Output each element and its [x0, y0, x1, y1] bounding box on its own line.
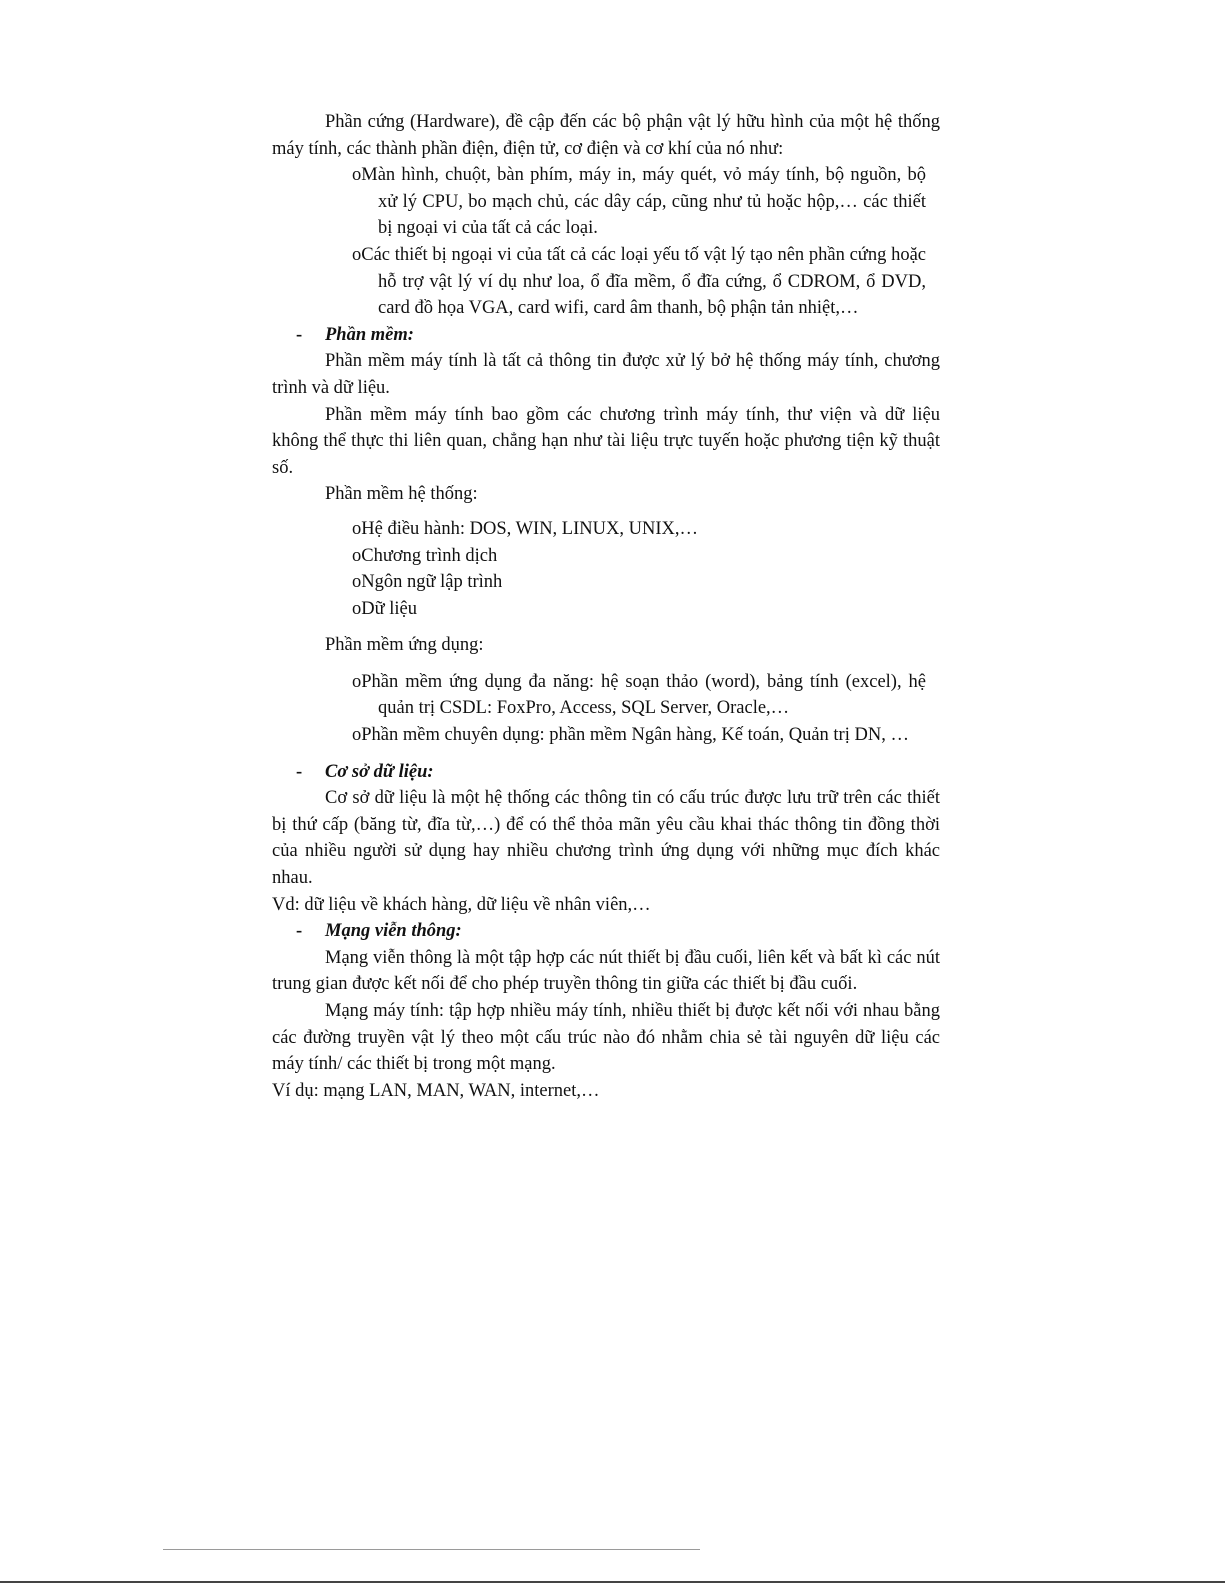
software-heading-dash: -: [296, 324, 303, 345]
hardware-intro: Phần cứng (Hardware), đề cập đến các bộ phận vật lý hữu hình của một hệ thống máy tính, các thành phần điện, điện tử, cơ điện và cơ khí của nó như:: [272, 112, 940, 159]
database-example: Vd: dữ liệu về khách hàng, dữ liệu về nhân viên,…: [272, 894, 651, 915]
app-software-item-specialized: oPhần mềm chuyên dụng: phần mềm Ngân hàng, Kế toán, Quản trị DN, …: [352, 725, 909, 746]
page-bottom-edge: [0, 1581, 1225, 1583]
network-heading-text: Mạng viễn thông:: [325, 921, 462, 942]
network-para-1: Mạng viễn thông là một tập hợp các nút thiết bị đầu cuối, liên kết và bất kì các nút trung gian được kết nối để cho phép truyền thông tin giữa các thiết bị đầu cuối.: [272, 947, 940, 995]
network-para-2: Mạng máy tính: tập hợp nhiều máy tính, nhiều thiết bị được kết nối với nhau bằng các đường truyền vật lý theo một cấu trúc nào đó nhằm chia sẻ tài nguyên dữ liệu các máy tính/ các thiết bị trong một mạng.: [272, 1001, 940, 1075]
database-para: Cơ sở dữ liệu là một hệ thống các thông tin có cấu trúc được lưu trữ trên các thiết bị thứ cấp (băng từ, đĩa từ,…) để có thể thỏa mãn yêu cầu khai thác thông tin đồng thời của nhiều người sử dụng hay nhiều chương trình ứng dụng với những mục đích khác nhau.: [272, 788, 940, 889]
document-body: [272, 109, 940, 1104]
app-software-title: Phần mềm ứng dụng:: [325, 635, 484, 656]
system-software-list: [272, 516, 940, 622]
software-para-2: Phần mềm máy tính bao gồm các chương trình máy tính, thư viện và dữ liệu không thể thực thi liên quan, chẳng hạn như tài liệu trực tuyến hoặc phương tiện kỹ thuật số.: [272, 404, 940, 478]
software-heading: [272, 322, 940, 349]
software-para-1: Phần mềm máy tính là tất cả thông tin được xử lý bở hệ thống máy tính, chương trình và dữ liệu.: [272, 351, 940, 398]
hardware-item-devices: oMàn hình, chuột, bàn phím, máy in, máy quét, vỏ máy tính, bộ nguồn, bộ xử lý CPU, bo mạch chủ, các dây cáp, cũng như tủ hoặc hộp,… các thiết bị ngoại vi của tất cả các loại.: [352, 165, 926, 239]
network-example: Ví dụ: mạng LAN, MAN, WAN, internet,…: [272, 1080, 600, 1101]
hardware-item-peripherals: oCác thiết bị ngoại vi của tất cả các loại yếu tố vật lý tạo nên phần cứng hoặc hỗ trợ vật lý ví dụ như loa, ổ đĩa mềm, ổ đĩa cứng, ổ CDROM, ổ DVD, card đồ họa VGA, card wifi, card âm thanh, bộ phận tản nhiệt,…: [352, 244, 926, 319]
system-software-title: Phần mềm hệ thống:: [325, 484, 478, 505]
database-heading-dash: -: [296, 761, 303, 782]
footer-divider: [163, 1549, 700, 1550]
app-software-item-general: oPhần mềm ứng dụng đa năng: hệ soạn thảo (word), bảng tính (excel), hệ quản trị CSDL: FoxPro, Access, SQL Server, Oracle,…: [352, 671, 926, 719]
database-heading: [272, 759, 940, 786]
network-heading: [272, 918, 940, 945]
software-heading-text: Phần mềm:: [325, 324, 414, 345]
system-software-item-os: oHệ điều hành: DOS, WIN, LINUX, UNIX,…: [352, 518, 698, 539]
app-software-list: [272, 669, 940, 749]
network-heading-dash: -: [296, 921, 303, 942]
system-software-item-compiler: oChương trình dịch: [352, 545, 498, 566]
database-heading-text: Cơ sở dữ liệu:: [325, 761, 434, 782]
system-software-item-data: oDữ liệu: [352, 598, 418, 619]
system-software-item-language: oNgôn ngữ lập trình: [352, 572, 503, 593]
